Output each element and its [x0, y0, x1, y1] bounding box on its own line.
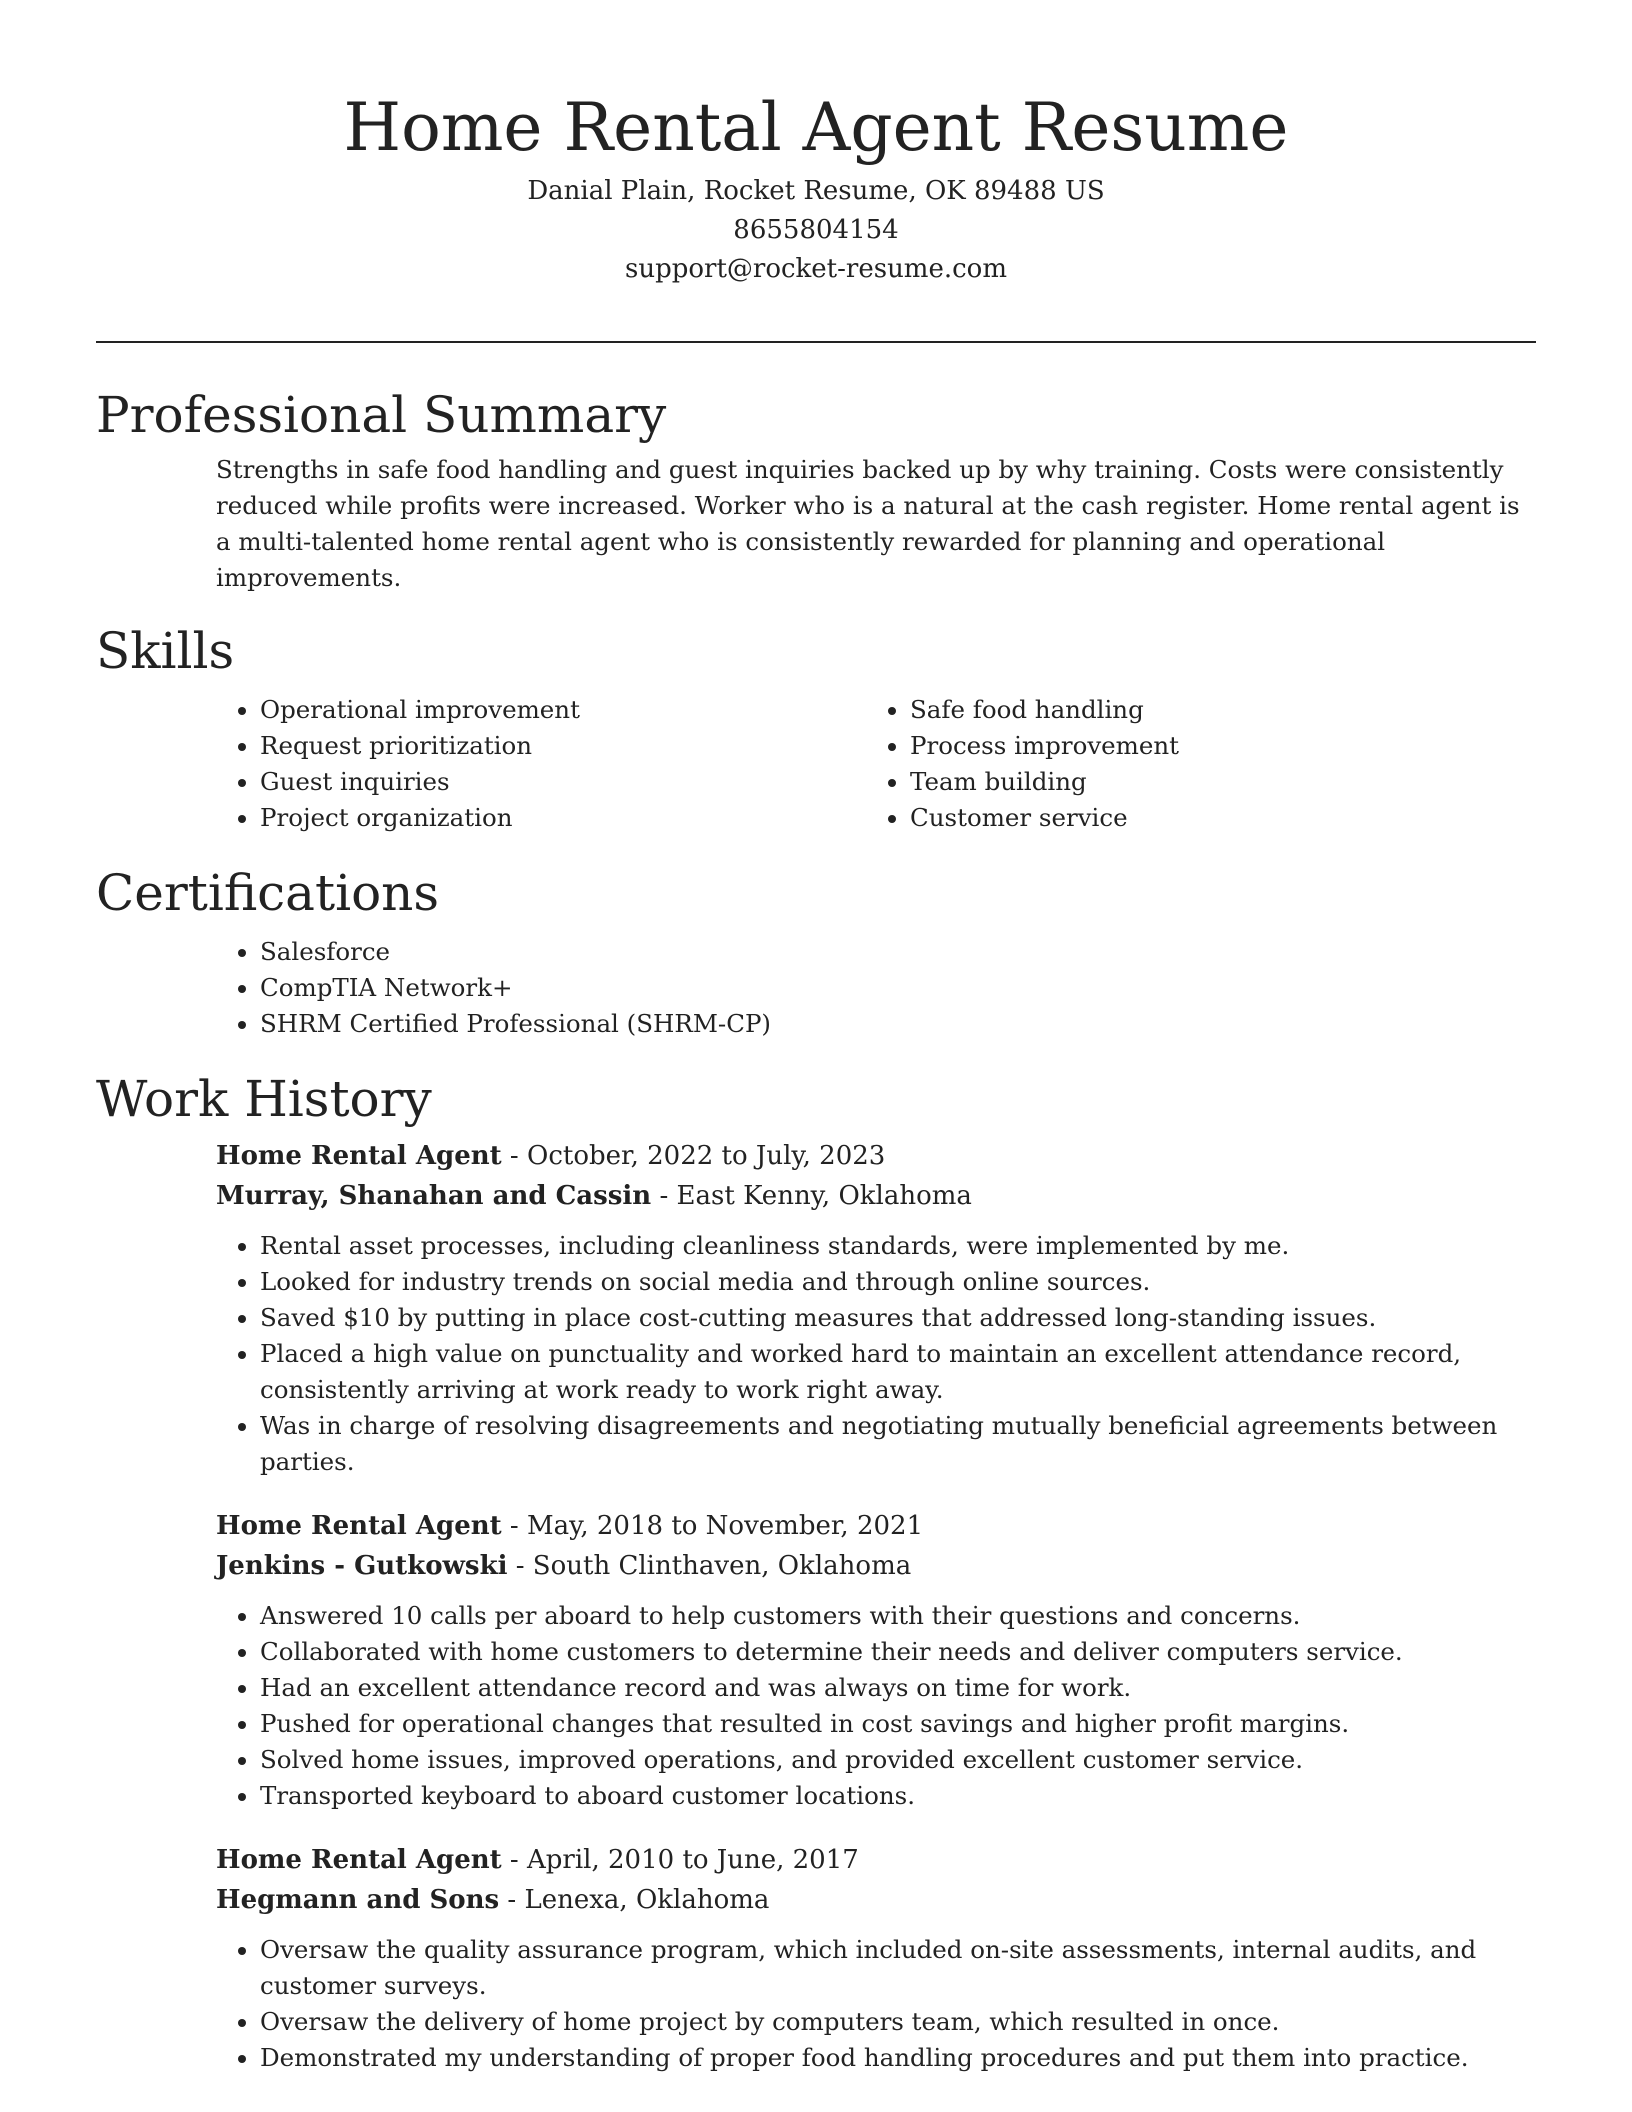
job-company-line: Hegmann and Sons - Lenexa, Oklahoma [216, 1885, 770, 1915]
job-title-line: Home Rental Agent - October, 2022 to July, 2023 [216, 1141, 886, 1171]
job-company-line: Murray, Shanahan and Cassin - East Kenny, Oklahoma [216, 1181, 972, 1211]
skills-list [216, 692, 1536, 836]
job-bullet: • Was in charge of resolving disagreements and negotiating mutually beneficial agreements between parties. [260, 1408, 1536, 1480]
job-entry [216, 1506, 1536, 1814]
job-bullet: • Placed a high value on punctuality and worked hard to maintain an excellent attendance record, consistently arriving at work ready to work right away. [260, 1336, 1536, 1408]
skill-item: • Operational improvement [260, 692, 866, 728]
contact-email: support@rocket-resume.com [624, 254, 1007, 284]
job-bullet: • Answered 10 calls per aboard to help customers with their questions and concerns. [260, 1598, 1536, 1634]
job-company-line: Jenkins - Gutkowski - South Clinthaven, Oklahoma [216, 1551, 912, 1581]
job-bullet: • Saved $10 by putting in place cost-cutting measures that addressed long-standing issues. [260, 1300, 1536, 1336]
job-bullets [216, 1228, 1536, 1480]
job-dates: October, 2022 to July, 2023 [527, 1141, 886, 1171]
section-heading-certifications: Certifications [96, 864, 440, 922]
contact-address: Danial Plain, Rocket Resume, OK 89488 US [527, 176, 1105, 206]
skill-item: • Team building [910, 764, 1516, 800]
job-entry [216, 1136, 1536, 1480]
section-heading-skills: Skills [96, 622, 235, 680]
job-location: East Kenny, Oklahoma [676, 1181, 972, 1211]
job-title: Home Rental Agent [216, 1141, 502, 1171]
job-bullet: • Transported keyboard to aboard customer locations. [260, 1778, 1536, 1814]
resume-header [96, 84, 1536, 289]
job-company: Murray, Shanahan and Cassin [216, 1181, 652, 1211]
job-bullet: • Looked for industry trends on social media and through online sources. [260, 1264, 1536, 1300]
skill-item: • Guest inquiries [260, 764, 866, 800]
summary-text: Strengths in safe food handling and guest inquiries backed up by why training. Costs were consistently reduced while profits were increased. Worker who is a natural at the cash register. Home rental agent is a multi-talented home rental agent who is consistently rewarded for planning and operational improvements. [216, 455, 1520, 592]
skill-item: • Process improvement [910, 728, 1516, 764]
contact-phone: 8655804154 [733, 215, 899, 245]
job-company: Jenkins - Gutkowski [216, 1551, 508, 1581]
job-title-line: Home Rental Agent - April, 2010 to June, 2017 [216, 1845, 859, 1875]
job-title-line: Home Rental Agent - May, 2018 to November, 2021 [216, 1511, 924, 1541]
skills-column-right [866, 692, 1516, 836]
job-company: Hegmann and Sons [216, 1885, 500, 1915]
job-bullet: • Oversaw the delivery of home project by computers team, which resulted in once. [260, 2004, 1536, 2040]
skill-item: • Safe food handling [910, 692, 1516, 728]
job-bullet: • Pushed for operational changes that resulted in cost savings and higher profit margins. [260, 1706, 1536, 1742]
job-bullet: • Rental asset processes, including cleanliness standards, were implemented by me. [260, 1228, 1536, 1264]
job-entry [216, 1840, 1536, 2076]
page-title: Home Rental Agent Resume [343, 89, 1289, 166]
job-dates: April, 2010 to June, 2017 [527, 1845, 859, 1875]
skill-item: • Project organization [260, 800, 866, 836]
job-bullet: • Demonstrated my understanding of proper food handling procedures and put them into practice. [260, 2040, 1536, 2076]
certification-item: • Salesforce [260, 934, 1536, 970]
resume-content [96, 378, 1536, 2102]
job-title: Home Rental Agent [216, 1511, 502, 1541]
job-location: South Clinthaven, Oklahoma [532, 1551, 912, 1581]
certification-item: • CompTIA Network+ [260, 970, 1536, 1006]
header-divider [96, 341, 1536, 343]
job-bullets [216, 1932, 1536, 2076]
job-bullet: • Collaborated with home customers to determine their needs and deliver computers service. [260, 1634, 1536, 1670]
job-bullet: • Had an excellent attendance record and was always on time for work. [260, 1670, 1536, 1706]
certification-item: • SHRM Certified Professional (SHRM-CP) [260, 1006, 1536, 1042]
job-bullets [216, 1598, 1536, 1814]
job-bullet: • Oversaw the quality assurance program, which included on-site assessments, internal audits, and customer surveys. [260, 1932, 1536, 2004]
job-location: Lenexa, Oklahoma [524, 1885, 770, 1915]
job-bullet: • Solved home issues, improved operations, and provided excellent customer service. [260, 1742, 1536, 1778]
section-heading-work-history: Work History [96, 1070, 432, 1128]
job-dates: May, 2018 to November, 2021 [527, 1511, 924, 1541]
section-heading-summary: Professional Summary [96, 386, 667, 444]
certifications-list [216, 934, 1536, 1042]
skill-item: • Customer service [910, 800, 1516, 836]
skills-column-left [216, 692, 866, 836]
job-title: Home Rental Agent [216, 1845, 502, 1875]
skill-item: • Request prioritization [260, 728, 866, 764]
